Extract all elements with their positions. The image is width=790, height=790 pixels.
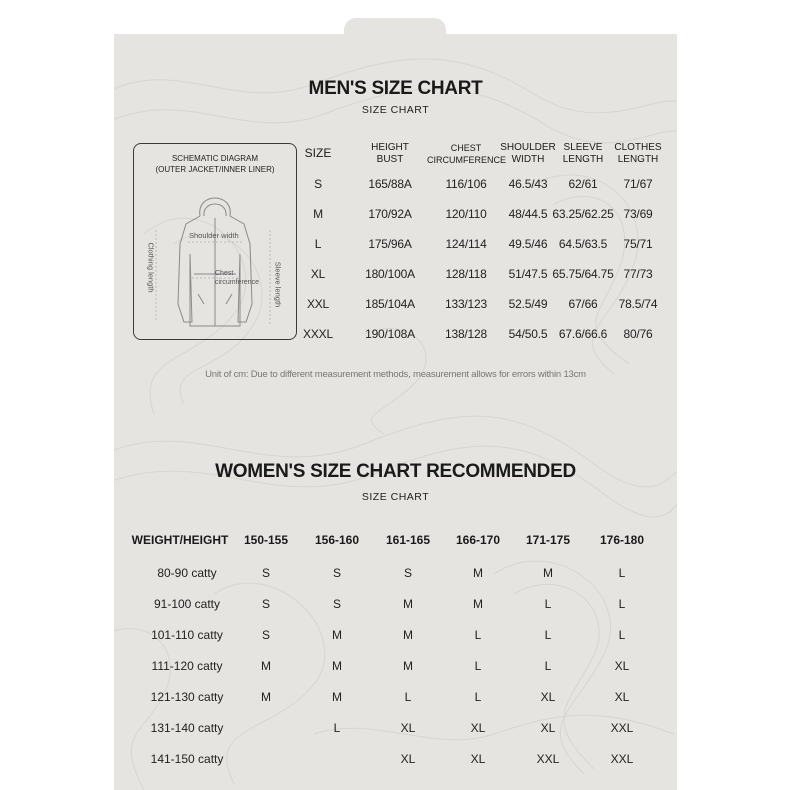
women-size-cell: S [261, 566, 270, 580]
men-size-cell: M [313, 207, 323, 221]
men-measurement-cell: 180/100A [365, 267, 415, 281]
women-size-cell: L [544, 597, 552, 611]
men-measurement-cell: 51/47.5 [508, 267, 548, 281]
men-measurement-cell: 133/123 [445, 297, 487, 311]
women-size-cell: XL [540, 690, 556, 704]
women-size-cell: S [332, 566, 341, 580]
size-chart-card [114, 34, 677, 790]
men-size-cell: S [314, 177, 322, 191]
men-header-height-line-1: HEIGHT [371, 142, 409, 153]
men-header-chest-line-1: CHEST [450, 143, 482, 153]
men-size-cell: XXL [306, 297, 330, 311]
women-size-cell: XL [470, 752, 486, 766]
schematic-title-line-2: (OUTER JACKET/INNER LINER) [155, 165, 275, 174]
women-size-cell: XL [540, 721, 556, 735]
men-measurement-cell: 170/92A [368, 207, 412, 221]
women-size-cell: M [403, 628, 413, 642]
women-size-cell: M [261, 659, 271, 673]
chest-circumference-label: Chest circumference [215, 270, 259, 286]
men-measurement-cell: 71/67 [623, 177, 653, 191]
men-size-cell: L [314, 237, 322, 251]
women-size-cell: XL [614, 690, 630, 704]
women-size-cell: XXL [536, 752, 560, 766]
men-measurement-cell: 77/73 [623, 267, 653, 281]
women-weight-label: 101-110 catty [151, 628, 223, 642]
women-size-cell: L [618, 597, 626, 611]
women-size-cell: M [332, 690, 342, 704]
women-height-header: 156-160 [314, 533, 360, 547]
men-header-sleeve-line-2: LENGTH [562, 154, 604, 165]
men-header-height [360, 142, 420, 166]
women-weight-label: 141-150 catty [150, 752, 224, 766]
women-size-cell: L [333, 721, 341, 735]
men-header-height-line-2: BUST [376, 154, 404, 165]
men-header-clothes [610, 142, 666, 166]
men-measurement-cell: 73/69 [623, 207, 653, 221]
women-size-cell: M [473, 597, 483, 611]
men-measurement-cell: 67/66 [568, 297, 598, 311]
women-height-header: 166-170 [455, 533, 501, 547]
men-header-clothes-line-1: CLOTHES [614, 142, 662, 153]
men-size-cell: XXXL [303, 327, 333, 341]
men-measurement-cell: 116/106 [445, 177, 487, 191]
men-measurement-cell: 75/71 [623, 237, 653, 251]
men-measurement-cell: 138/128 [445, 327, 487, 341]
men-header-clothes-line-2: LENGTH [617, 154, 659, 165]
women-size-cell: M [261, 690, 271, 704]
schematic-title-line-1: SCHEMATIC DIAGRAM [171, 154, 259, 163]
women-size-cell: M [332, 659, 342, 673]
men-header-shoulder-line-1: SHOULDER [500, 142, 556, 153]
women-corner-header: WEIGHT/HEIGHT [131, 533, 229, 547]
women-size-cell: M [543, 566, 553, 580]
women-size-cell: XXL [610, 752, 634, 766]
men-size-cell: XL [310, 267, 326, 281]
men-header-chest [427, 142, 505, 166]
women-size-cell: L [474, 659, 482, 673]
men-measurement-cell: 48/44.5 [508, 207, 548, 221]
women-weight-label: 121-130 catty [150, 690, 224, 704]
shoulder-width-label: Shoulder width [189, 231, 239, 240]
women-size-cell: M [473, 566, 483, 580]
women-height-header: 161-165 [385, 533, 431, 547]
women-size-cell: L [618, 628, 626, 642]
men-header-size: SIZE [304, 146, 332, 160]
women-size-chart-subtitle: SIZE CHART [361, 491, 430, 503]
women-size-cell: XL [400, 752, 416, 766]
women-size-cell: XL [614, 659, 630, 673]
men-measurement-cell: 120/110 [445, 207, 487, 221]
men-measurement-cell: 124/114 [445, 237, 487, 251]
men-header-sleeve [554, 142, 612, 166]
women-size-cell: S [403, 566, 412, 580]
women-height-header: 150-155 [243, 533, 289, 547]
jacket-outline-icon [134, 144, 296, 339]
men-header-shoulder-line-2: WIDTH [511, 154, 545, 165]
men-size-chart-subtitle: SIZE CHART [361, 104, 430, 116]
women-size-cell: L [544, 659, 552, 673]
men-measurement-cell: 190/108A [365, 327, 415, 341]
schematic-diagram [133, 143, 297, 340]
women-weight-label: 131-140 catty [150, 721, 224, 735]
men-measurement-cell: 54/50.5 [508, 327, 548, 341]
men-header-shoulder [498, 142, 558, 166]
women-size-cell: L [544, 628, 552, 642]
men-measurement-cell: 67.6/66.6 [558, 327, 608, 341]
men-measurement-cell: 185/104A [365, 297, 415, 311]
men-size-chart-title: MEN'S SIZE CHART [308, 78, 483, 99]
women-size-chart-title: WOMEN'S SIZE CHART RECOMMENDED [215, 461, 576, 482]
men-measurement-cell: 52.5/49 [508, 297, 548, 311]
women-size-cell: L [404, 690, 412, 704]
women-size-cell: L [474, 628, 482, 642]
men-measurement-cell: 62/61 [568, 177, 598, 191]
sleeve-length-label: Sleeve length [273, 261, 283, 308]
men-header-chest-line-2: CIRCUMFERENCE [427, 155, 507, 165]
women-height-header: 176-180 [599, 533, 645, 547]
men-measurement-cell: 78.5/74 [618, 297, 658, 311]
men-measurement-cell: 80/76 [623, 327, 653, 341]
women-size-cell: L [474, 690, 482, 704]
women-size-cell: S [261, 597, 270, 611]
men-measurement-cell: 65.75/64.75 [552, 267, 614, 281]
women-size-cell: M [403, 659, 413, 673]
women-weight-label: 91-100 catty [153, 597, 221, 611]
women-size-cell: M [403, 597, 413, 611]
women-size-cell: XXL [610, 721, 634, 735]
clothing-length-label: Clothing length [146, 242, 156, 293]
men-measurement-cell: 63.25/62.25 [552, 207, 614, 221]
men-measurement-cell: 46.5/43 [508, 177, 548, 191]
men-header-sleeve-line-1: SLEEVE [563, 142, 603, 153]
women-height-header: 171-175 [525, 533, 571, 547]
women-weight-label: 80-90 catty [157, 566, 217, 580]
women-size-cell: XL [470, 721, 486, 735]
women-size-cell: XL [400, 721, 416, 735]
women-weight-label: 111-120 catty [151, 659, 223, 673]
men-measurement-cell: 165/88A [368, 177, 412, 191]
men-measurement-cell: 49.5/46 [508, 237, 548, 251]
women-size-cell: M [332, 628, 342, 642]
measurement-note: Unit of cm: Due to different measurement methods, measurement allows for errors within 13cm [205, 369, 586, 380]
men-measurement-cell: 64.5/63.5 [558, 237, 608, 251]
men-measurement-cell: 128/118 [445, 267, 487, 281]
women-size-cell: S [261, 628, 270, 642]
men-measurement-cell: 175/96A [368, 237, 412, 251]
women-size-cell: S [332, 597, 341, 611]
women-size-cell: L [618, 566, 626, 580]
